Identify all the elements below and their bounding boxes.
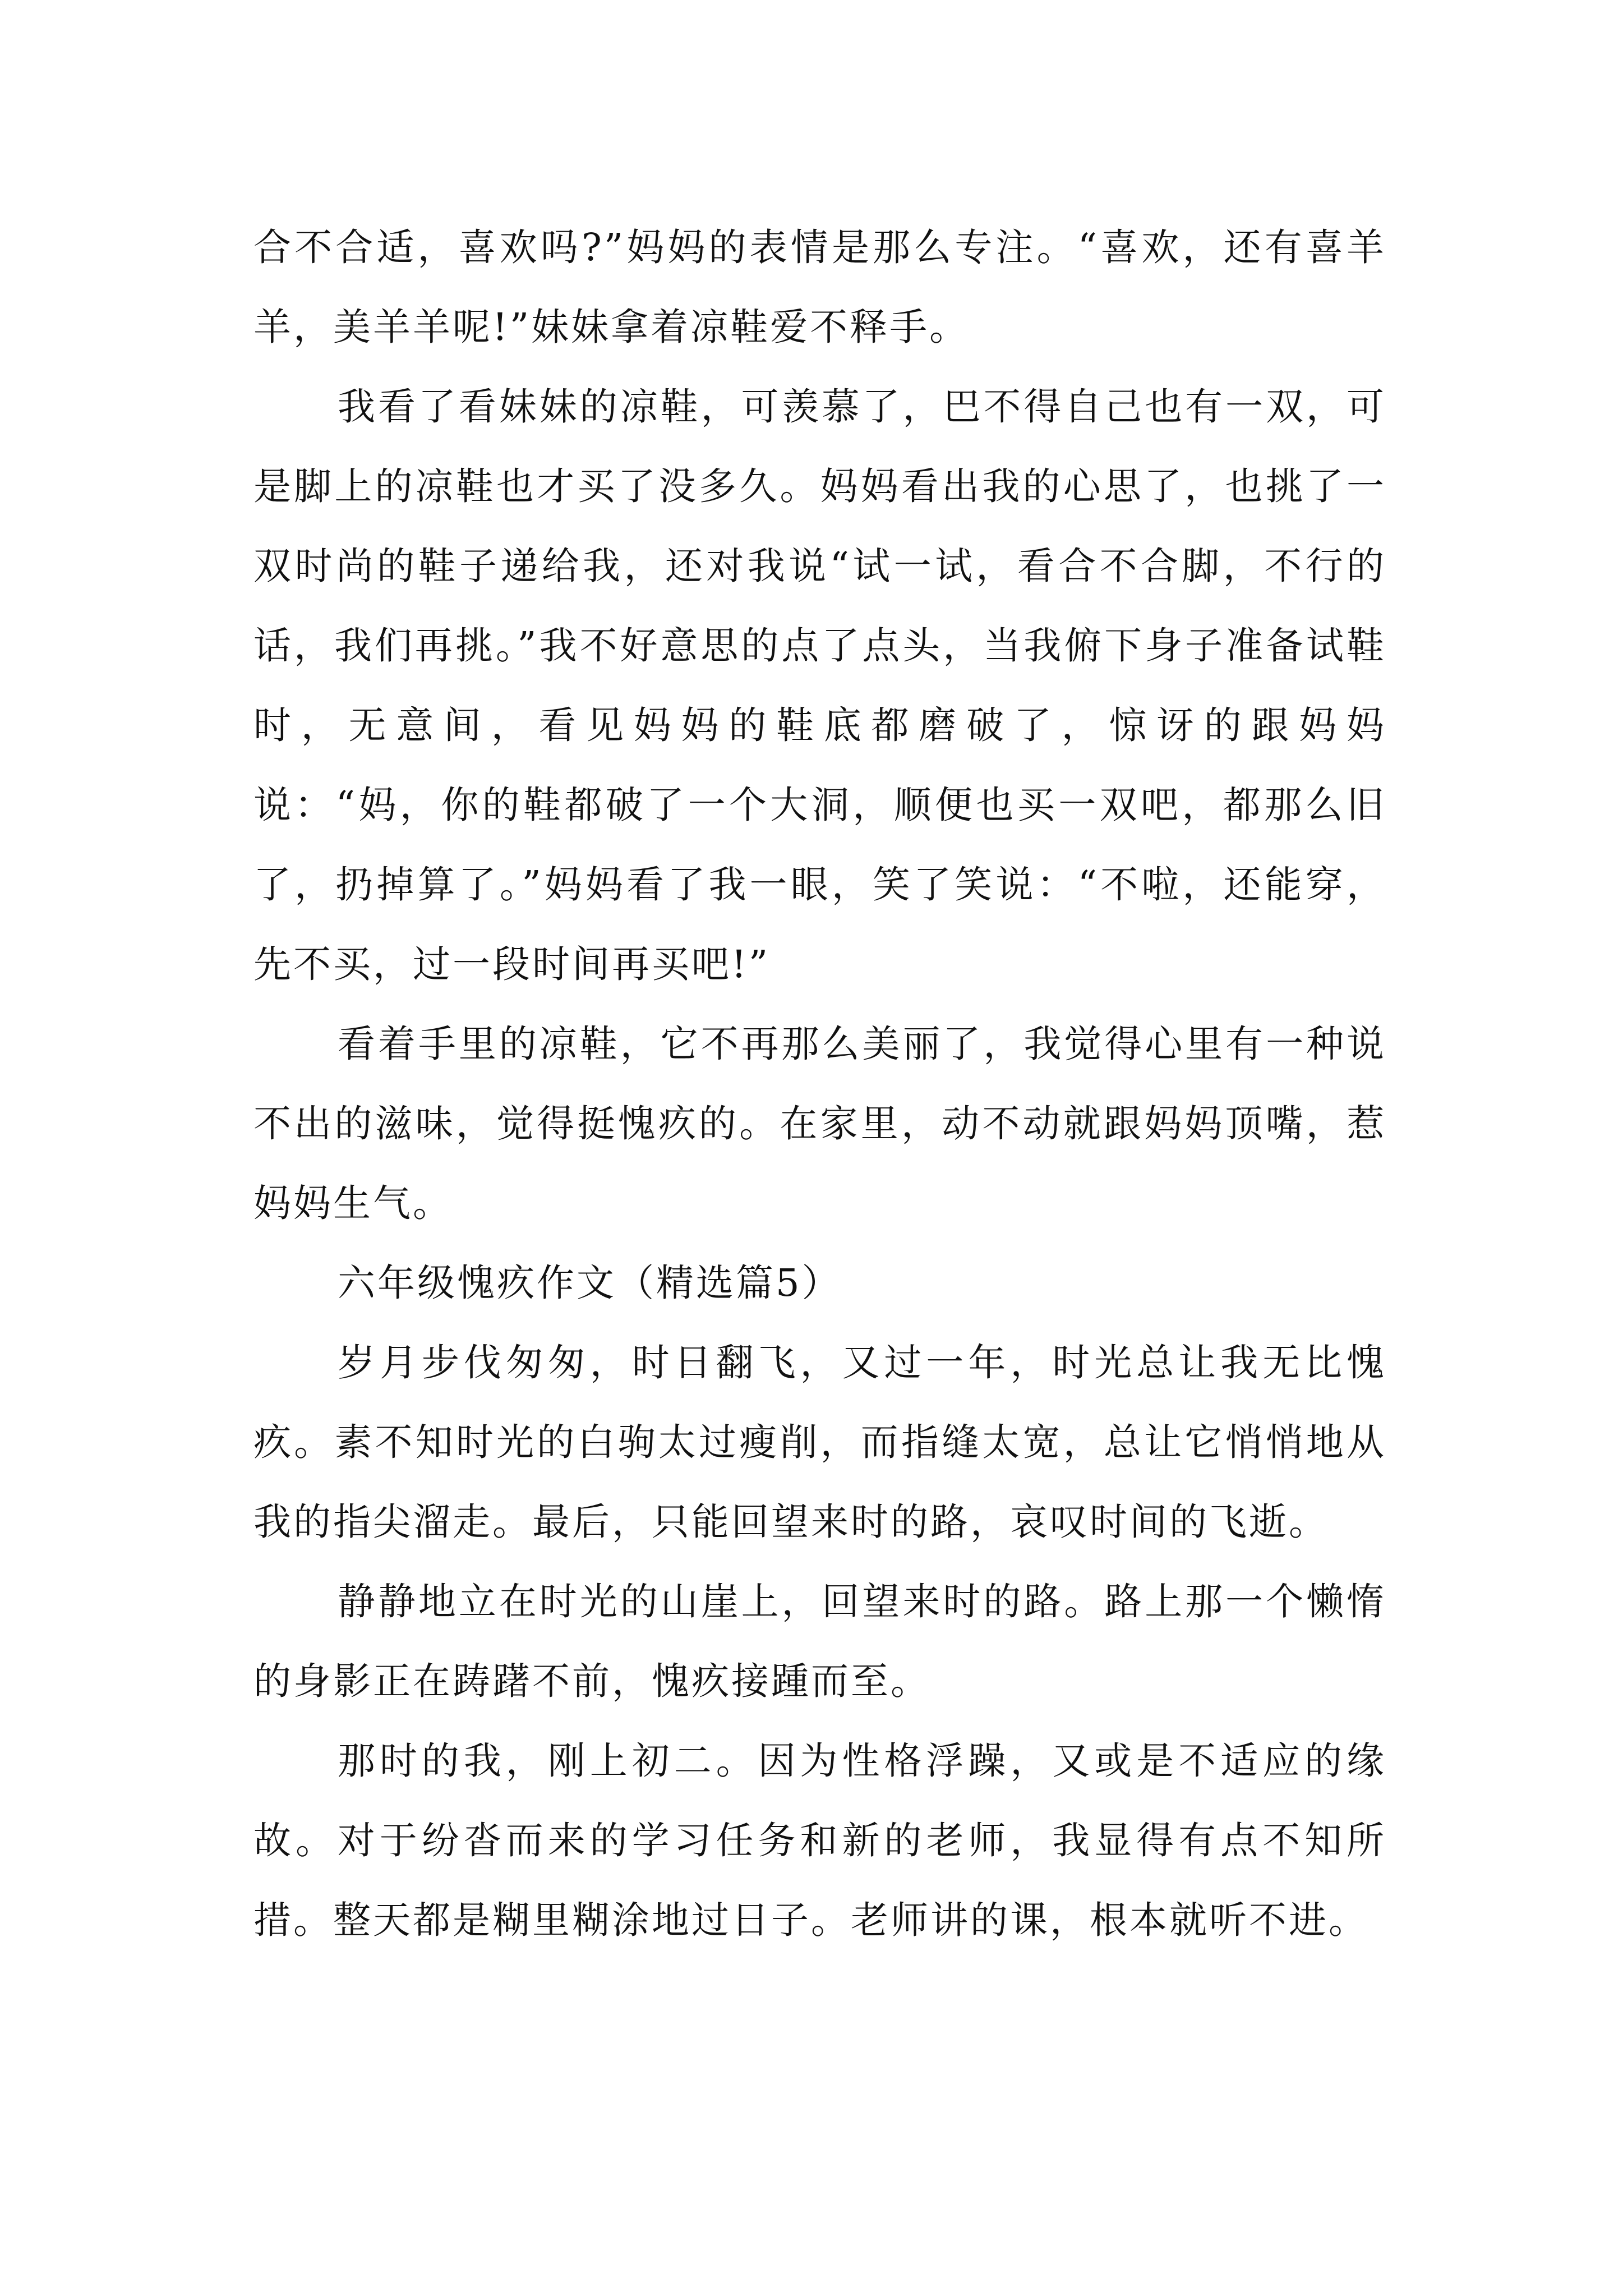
section-heading: 六年级愧疚作文（精选篇5） xyxy=(338,1261,842,1305)
paragraph: 岁月步伐匆匆，时日翻飞，又过一年，时光总让我无比愧疚。素不知时光的白驹太过瘦削，而指缝太宽，总让它悄悄地从我的指尖溜走。最后，只能回望来时的路，哀叹时间的飞逝。 xyxy=(253,1341,1386,1544)
paragraph: 我看了看妹妹的凉鞋，可羡慕了，巴不得自己也有一双，可是脚上的凉鞋也才买了没多久。妈妈看出我的心思了，也挑了一双时尚的鞋子递给我，还对我说“试一试，看合不合脚，不行的话，我们再挑。”我不好意思的点了点头，当我俯下身子准备试鞋时，无意间，看见妈妈的鞋底都磨破了，惊讶的跟妈妈说：“妈，你的鞋都破了一个大洞，顺便也买一双吧，都那么旧了，扔掉算了。”妈妈看了我一眼，笑了笑说：“不啦，还能穿，先不买，过一段时间再买吧!” xyxy=(253,385,1386,986)
paragraph: 静静地立在时光的山崖上，回望来时的路。路上那一个懒惰的身影正在踌躇不前，愧疚接踵而至。 xyxy=(253,1580,1386,1703)
document-body xyxy=(253,208,1386,1960)
paragraph: 看着手里的凉鞋，它不再那么美丽了，我觉得心里有一种说不出的滋味，觉得挺愧疚的。在家里，动不动就跟妈妈顶嘴，惹妈妈生气。 xyxy=(253,1022,1386,1225)
paragraph: 那时的我，刚上初二。因为性格浮躁，又或是不适应的缘故。对于纷沓而来的学习任务和新的老师，我显得有点不知所措。整天都是糊里糊涂地过日子。老师讲的课，根本就听不进。 xyxy=(253,1739,1386,1942)
paragraph-continuation: 合不合适，喜欢吗?”妈妈的表情是那么专注。“喜欢，还有喜羊羊，美羊羊呢!”妹妹拿着凉鞋爱不释手。 xyxy=(253,226,1386,349)
